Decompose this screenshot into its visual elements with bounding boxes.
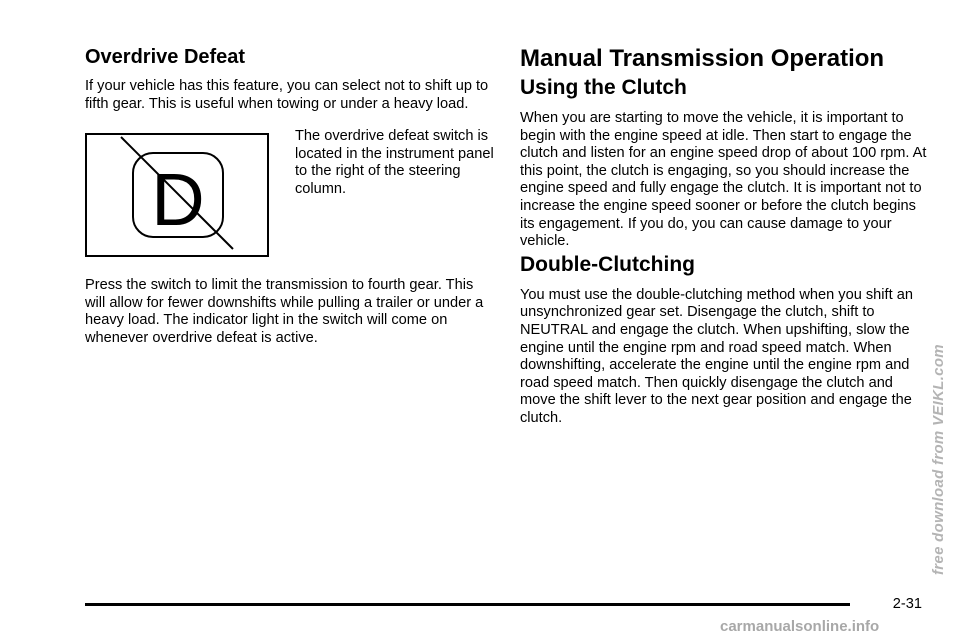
using-the-clutch-heading: Using the Clutch bbox=[520, 76, 687, 99]
page-number: 2-31 bbox=[892, 596, 922, 612]
double-clutching-heading: Double-Clutching bbox=[520, 252, 695, 276]
left-column bbox=[85, 44, 495, 348]
overdrive-switch-letter: D bbox=[151, 158, 205, 242]
overdrive-defeat-switch-figure bbox=[85, 133, 269, 257]
overdrive-press-paragraph: Press the switch to limit the transmission to fourth gear. This will allow for fewer downshifts while pulling a trailer or under a heavy load. The indicator light in the switch will come on whenever overdrive defeat is active. bbox=[85, 277, 484, 346]
footer-rule bbox=[85, 603, 850, 606]
right-column bbox=[520, 44, 930, 428]
overdrive-intro-paragraph: If your vehicle has this feature, you can select not to shift up to fifth gear. This is useful when towing or under a heavy load. bbox=[85, 78, 489, 112]
using-the-clutch-paragraph: When you are starting to move the vehicle, it is important to begin with the engine speed at idle. Then start to engage the clutch and listen for an engine speed drop of about 100 rpm. At this point, the clutch is engaging, so you should increase the engine speed and fully engage the clutch. It is important not to increase the engine speed sooner or before the clutch begins its engagement. If you do, you can cause damage to your vehicle. bbox=[520, 110, 927, 250]
overdrive-defeat-icon bbox=[87, 135, 271, 259]
side-watermark: free download from VEIKL.com bbox=[930, 344, 947, 575]
bottom-watermark: carmanualsonline.info bbox=[720, 618, 880, 635]
manual-transmission-title: Manual Transmission Operation bbox=[520, 45, 885, 72]
overdrive-defeat-heading: Overdrive Defeat bbox=[85, 46, 246, 68]
overdrive-figure-caption: The overdrive defeat switch is located in the instrument panel to the right of the steering column. bbox=[295, 128, 494, 197]
overdrive-figure-row bbox=[85, 128, 495, 268]
double-clutching-paragraph: You must use the double-clutching method when you shift an unsynchronized gear set. Disengage the clutch, shift to NEUTRAL and engage the clutch. When upshifting, slow the engine until the engine rpm and road speed match. When downshifting, accelerate the engine until the engine rpm and road speed match. Then quickly disengage the clutch and move the shift lever to the next gear position and engage the clutch. bbox=[520, 286, 913, 426]
